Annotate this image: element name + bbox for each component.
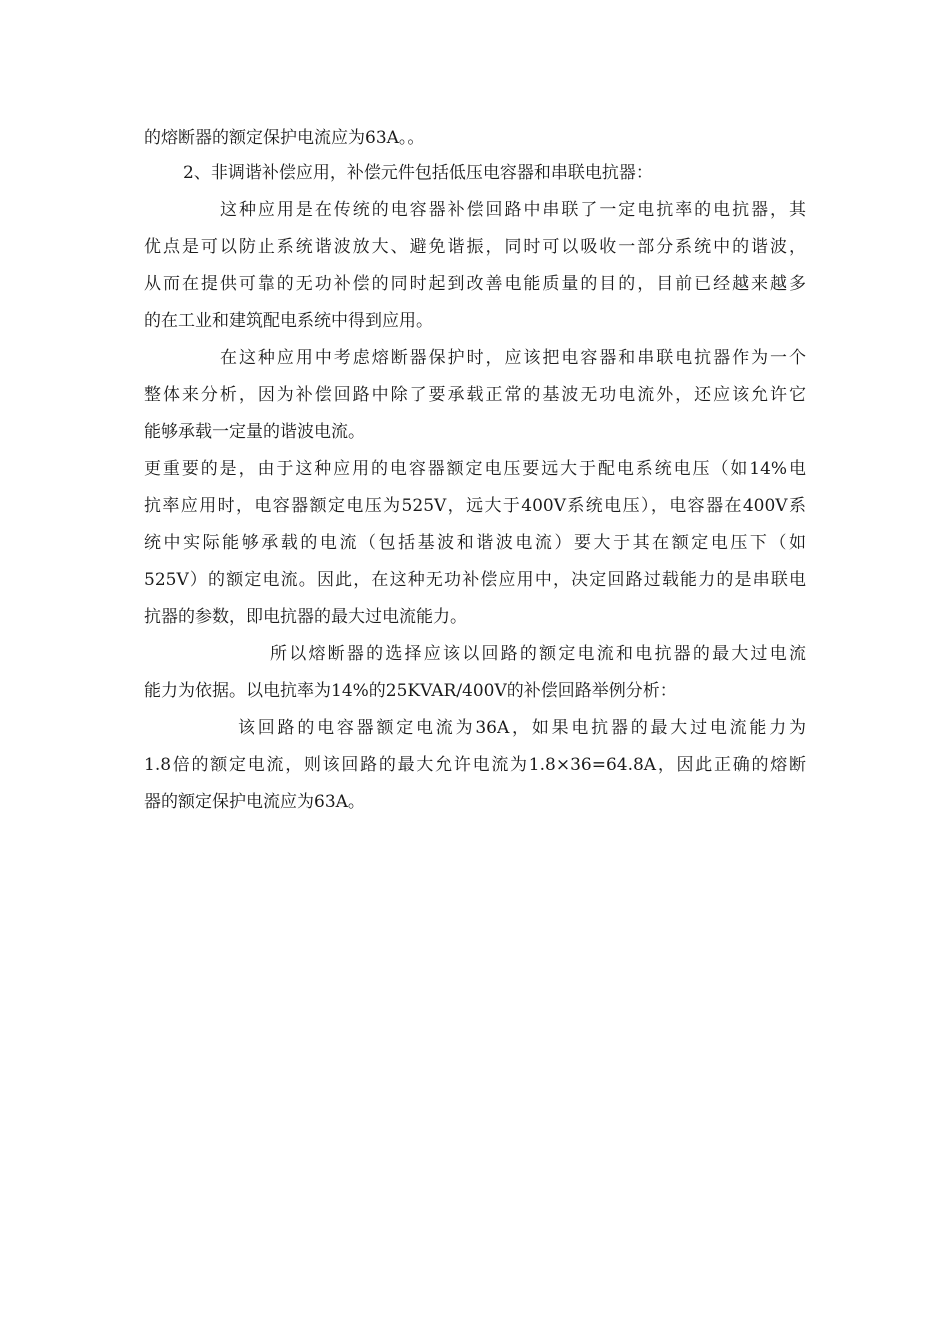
text-line-15: 所以熔断器的选择应该以回路的额定电流和电抗器的最大过电流 bbox=[270, 644, 806, 664]
text-line-3: 这种应用是在传统的电容器补偿回路中串联了一定电抗率的电抗器，其 bbox=[220, 200, 806, 220]
text-line-12: 统中实际能够承载的电流（包括基波和谐波电流）要大于其在额定电压下（如 bbox=[144, 533, 806, 553]
text-line-13: 525V）的额定电流。因此，在这种无功补偿应用中，决定回路过载能力的是串联电 bbox=[144, 570, 806, 590]
text-line-16: 能力为依据。以电抗率为14%的25KVAR/400V的补偿回路举例分析： bbox=[144, 681, 677, 701]
text-line-9: 能够承载一定量的谐波电流。 bbox=[144, 422, 365, 442]
section-heading-2: 2、非调谐补偿应用，补偿元件包括低压电容器和串联电抗器： bbox=[183, 163, 653, 183]
text-line-17: 该回路的电容器额定电流为36A，如果电抗器的最大过电流能力为 bbox=[238, 718, 806, 738]
text-line-1: 的熔断器的额定保护电流应为63A。。 bbox=[144, 128, 425, 148]
text-line-18: 1.8倍的额定电流，则该回路的最大允许电流为1.8×36=64.8A，因此正确的熔断 bbox=[144, 755, 806, 775]
text-line-8: 整体来分析，因为补偿回路中除了要承载正常的基波无功电流外，还应该允许它 bbox=[144, 385, 806, 405]
text-line-5: 从而在提供可靠的无功补偿的同时起到改善电能质量的目的，目前已经越来越多 bbox=[144, 274, 806, 294]
text-line-4: 优点是可以防止系统谐波放大、避免谐振，同时可以吸收一部分系统中的谐波， bbox=[144, 237, 806, 257]
text-line-7: 在这种应用中考虑熔断器保护时，应该把电容器和串联电抗器作为一个 bbox=[220, 348, 806, 368]
text-line-6: 的在工业和建筑配电系统中得到应用。 bbox=[144, 311, 433, 331]
text-line-14: 抗器的参数，即电抗器的最大过电流能力。 bbox=[144, 607, 467, 627]
text-line-10: 更重要的是，由于这种应用的电容器额定电压要远大于配电系统电压（如14%电 bbox=[144, 459, 806, 479]
text-line-11: 抗率应用时，电容器额定电压为525V，远大于400V系统电压），电容器在400V系 bbox=[144, 496, 806, 516]
text-line-19: 器的额定保护电流应为63A。 bbox=[144, 792, 365, 812]
